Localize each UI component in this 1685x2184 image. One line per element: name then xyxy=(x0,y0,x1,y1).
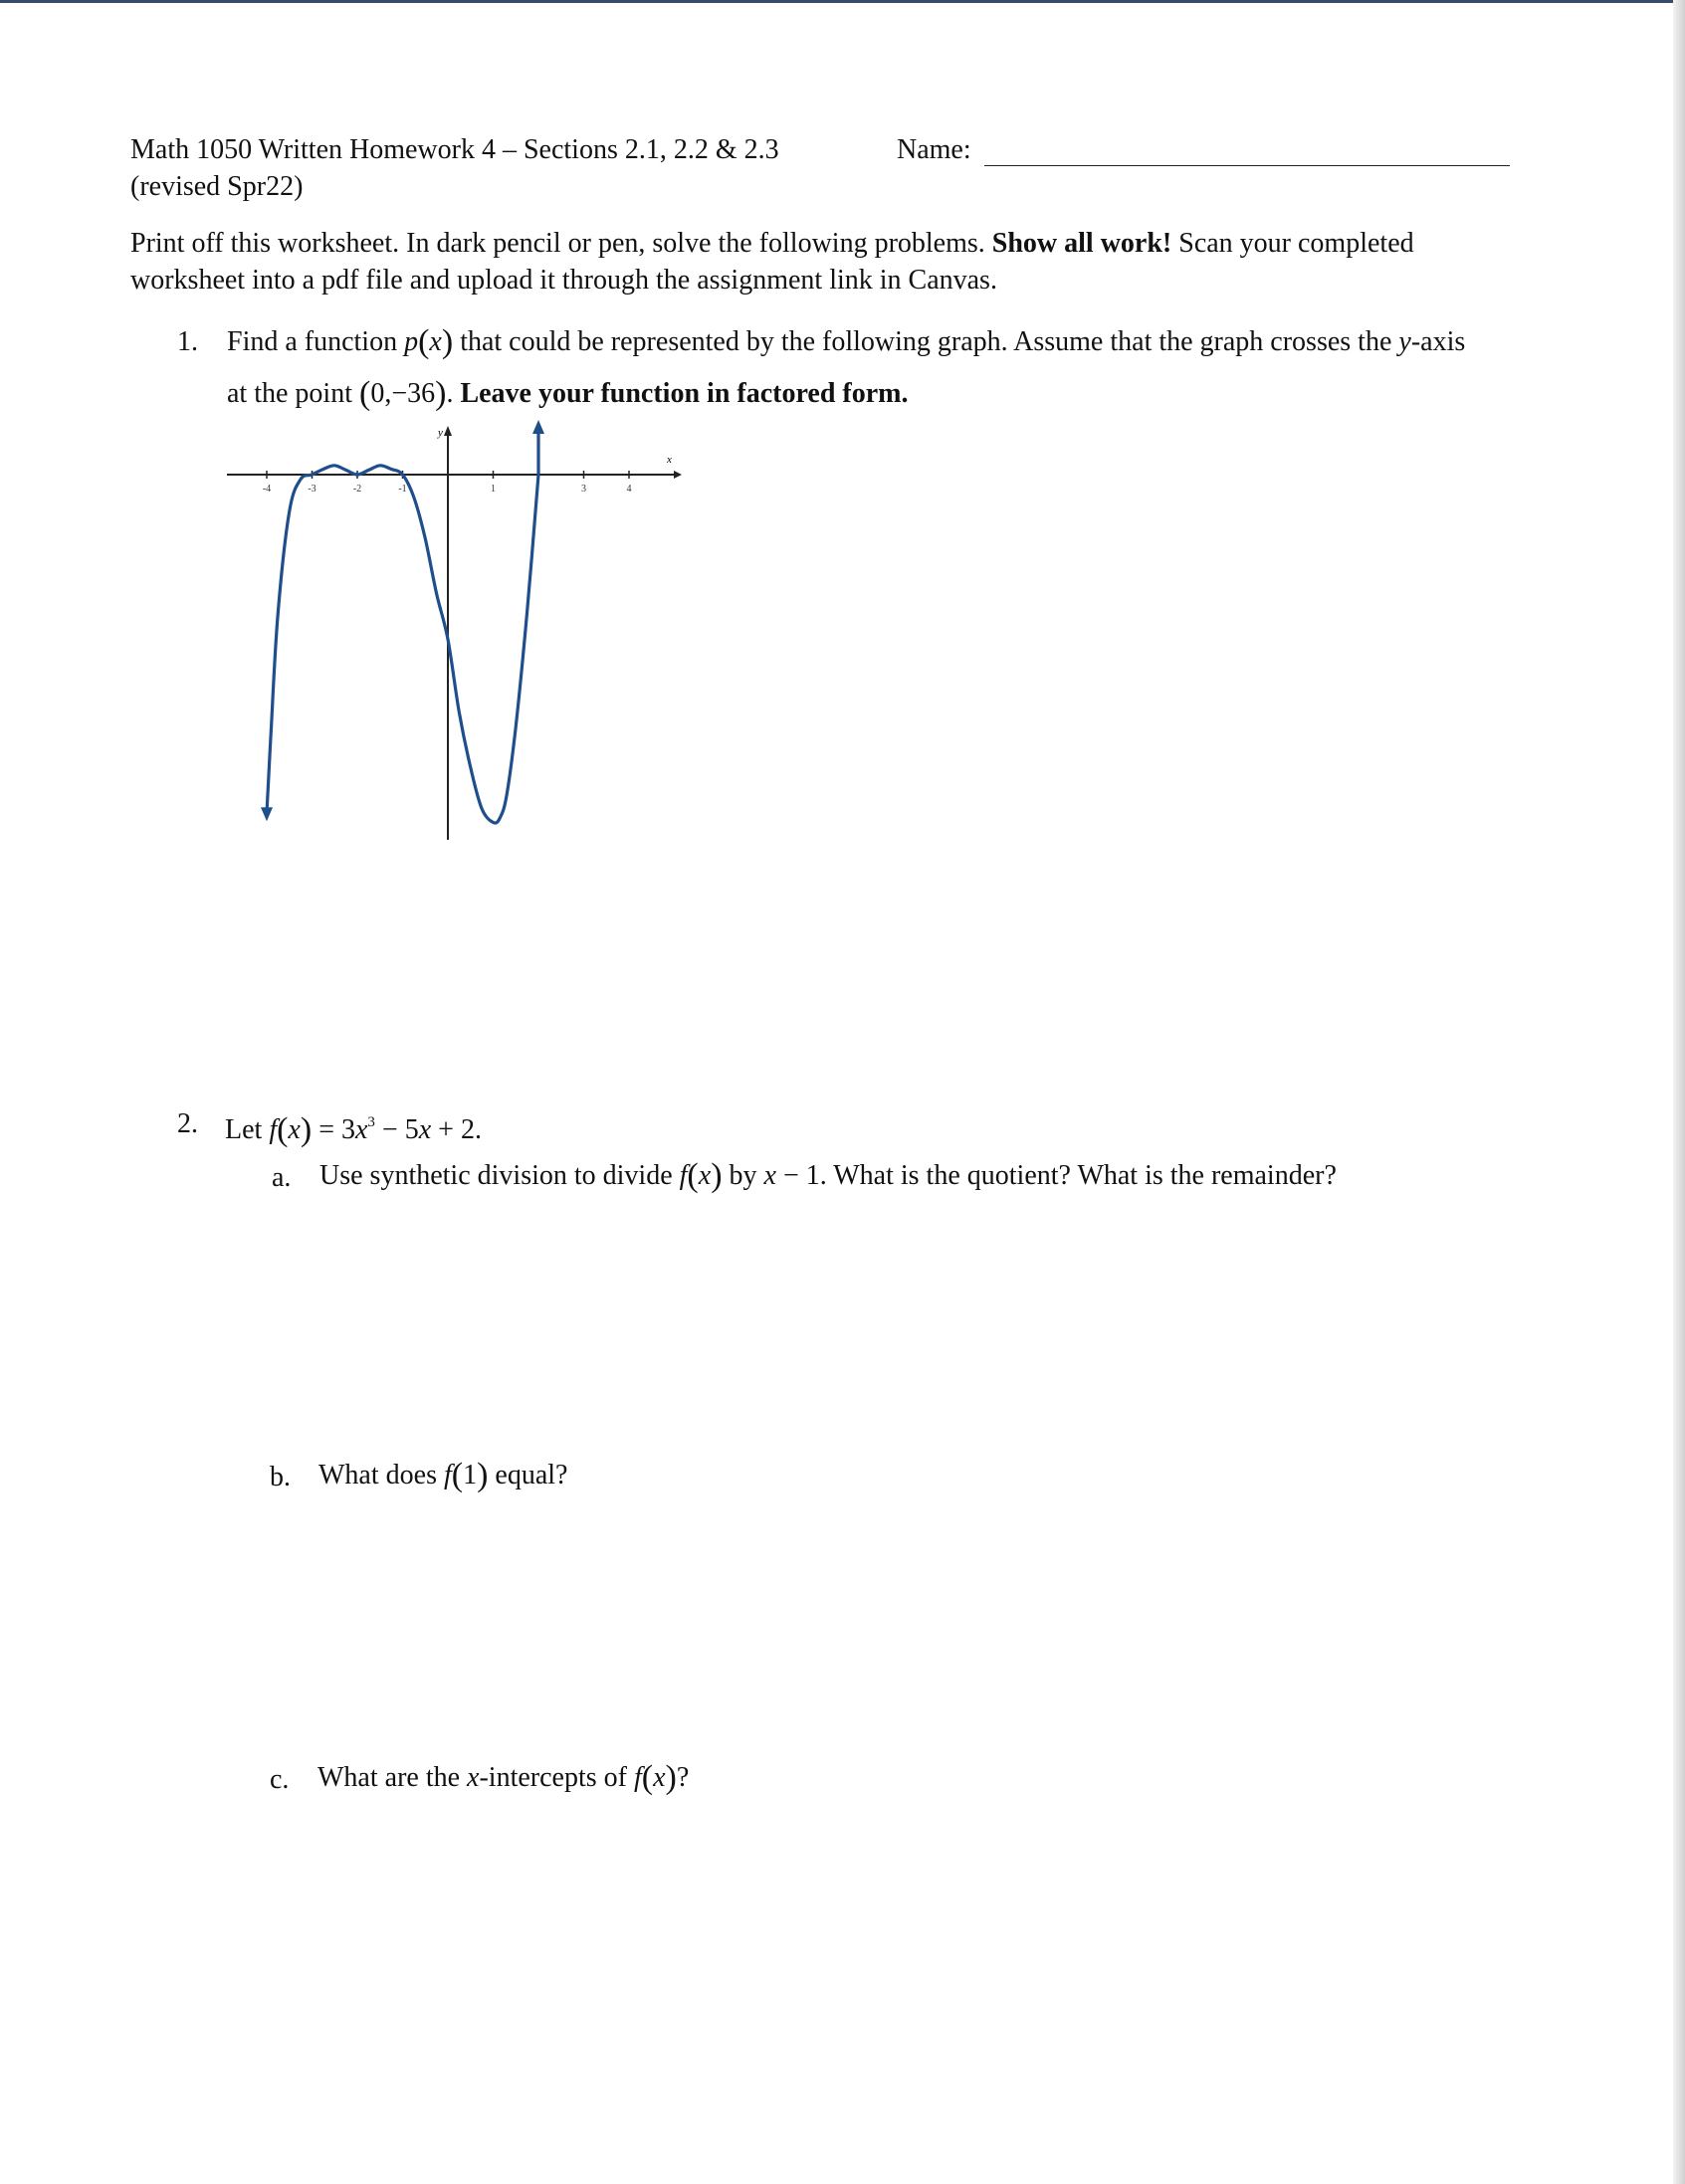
curve-down-arrow-icon xyxy=(261,807,273,821)
x-tick-label: -3 xyxy=(308,484,316,495)
polynomial-graph xyxy=(221,418,689,856)
scan-top-edge xyxy=(0,0,1685,3)
given-point: 0,−36 xyxy=(370,378,436,409)
curve-up-arrow-icon xyxy=(532,420,544,434)
x-tick-label: 1 xyxy=(491,484,496,495)
x-tick-label: 4 xyxy=(626,484,632,495)
part-c-label: c. xyxy=(270,1764,290,1795)
x-tick-label: -2 xyxy=(352,484,362,495)
problem-1-line-1: Find a function p(x) that could be represented by the following graph. Assume that the graph crosses the y-axis xyxy=(227,323,1466,360)
x-tick-label: 3 xyxy=(581,484,586,495)
part-c-text: What are the x-intercepts of f(x)? xyxy=(317,1759,690,1796)
revision-note: (revised Spr22) xyxy=(130,171,304,202)
problem-1-line-2: at the point (0,−36). Leave your function in factored form. xyxy=(227,375,909,412)
part-a-text: Use synthetic division to divide f(x) by x − 1. What is the quotient? What is the remainder? xyxy=(319,1157,1337,1194)
problem-2-number: 2. xyxy=(177,1108,198,1139)
instructions-line-2: worksheet into a pdf file and upload it through the assignment link in Canvas. xyxy=(130,265,997,296)
scan-right-edge xyxy=(1673,0,1685,2184)
y-axis-label: y xyxy=(438,427,443,439)
name-blank-line[interactable] xyxy=(984,165,1510,166)
instructions-line-1: Print off this worksheet. In dark pencil or pen, solve the following problems. Show all work! Scan your completed xyxy=(130,228,1414,259)
y-axis-arrow-icon xyxy=(444,426,452,436)
problem-1-number: 1. xyxy=(177,326,198,357)
part-a-label: a. xyxy=(272,1162,292,1193)
name-label: Name: xyxy=(897,134,971,165)
instructions-emphasis: Show all work! xyxy=(991,228,1172,259)
polynomial-curve xyxy=(267,466,538,823)
page-title: Math 1050 Written Homework 4 – Sections 2.1, 2.2 & 2.3 xyxy=(130,134,779,165)
x-axis-label: x xyxy=(667,454,672,466)
x-tick-label: -1 xyxy=(398,484,407,495)
problem-2-statement: Let $f(x) = 3x^3 - 5x + 2$. xyxy=(225,1111,482,1148)
problem-1-emphasis: Leave your function in factored form. xyxy=(460,378,909,409)
x-axis-arrow-icon xyxy=(674,471,682,479)
part-b-label: b. xyxy=(270,1462,291,1492)
x-tick-label: -4 xyxy=(262,484,272,495)
part-b-text: What does f(1) equal? xyxy=(318,1457,568,1493)
